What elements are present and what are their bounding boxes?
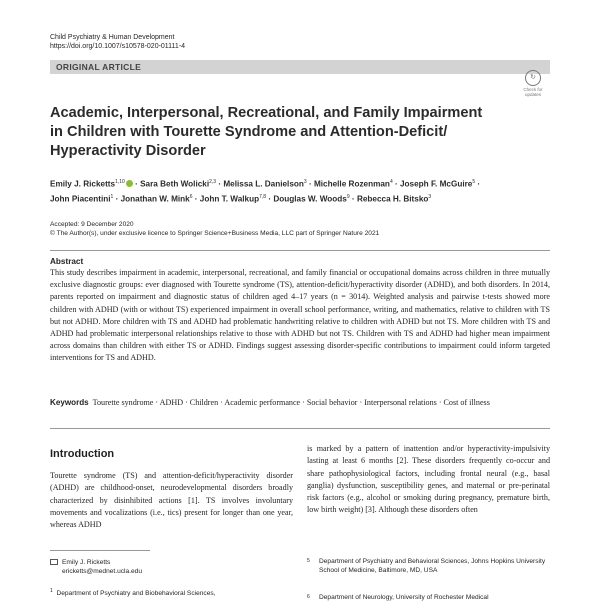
affiliation-text: Department of Psychiatry and Behavioral Sciences, Johns Hopkins University School of Medicine, Baltimore, MD, USA (319, 558, 546, 574)
affiliation-footnote (307, 557, 550, 575)
author-name[interactable]: John Piacentini (50, 194, 111, 204)
affiliation-text: Department of Neurology, University of Rochester Medical (319, 594, 489, 601)
spacer (307, 550, 550, 551)
author-name[interactable]: Sara Beth Wolicki (140, 179, 210, 189)
title-line: in Children with Tourette Syndrome and Attention-Deficit/ (50, 124, 448, 140)
check-updates-label: Check for updates (523, 87, 543, 97)
abstract-heading: Abstract (50, 257, 84, 266)
keywords-text: Tourette syndrome · ADHD · Children · Academic performance · Social behavior · Interpersonal relations · Cost of illness (92, 398, 490, 407)
article-type-label: ORIGINAL ARTICLE (56, 62, 142, 72)
journal-header (50, 33, 185, 51)
affiliation-text: Department of Psychiatry and Biobehavioral Sciences, (56, 590, 216, 598)
author-name[interactable]: Michelle Rozenman (313, 179, 390, 189)
author-name[interactable]: John T. Walkup (199, 194, 260, 204)
author-name[interactable]: Emily J. Ricketts (50, 179, 116, 189)
author-line: Emily J. Ricketts$^{1,10}$ · Sara Beth Wolicki$^{2,3}$ · Melissa L. Danielson$^3$ · Michelle Rozenman$^4$ · Joseph F. McGuire$^5$ · (50, 179, 481, 189)
accepted-date: Accepted: 9 December 2020 (50, 221, 134, 228)
title-line: Academic, Interpersonal, Recreational, and Family Impairment (50, 105, 483, 121)
divider (50, 428, 550, 429)
affiliation-marker: 3 (303, 179, 307, 185)
article-title (50, 104, 520, 161)
footnote-number: 1 (50, 588, 53, 594)
author-name[interactable]: Rebecca H. Bitsko (356, 194, 429, 204)
affiliation-marker: 6 (189, 193, 193, 200)
footnote-number: 6 (307, 594, 310, 600)
divider (50, 250, 550, 251)
abstract-text: This study describes impairment in academic, interpersonal, recreational, and family financial or occupational domains across children in three mutually exclusive diagnostic groups: ever diagnosed with Tourette syndrome (TS), attention-deficit/hyperactivity disorder (ADHD), and both disorders. In 2014, parents reported on impairment and diagnostic status of children aged 4–17 years (n = 3014). Weighted analysis and pairwise t-tests showed more children with ADHD (with or without TS) experienced impairment in overall school performance, writing, and mathematics, relative to children with TS but not ADHD. More children with TS and ADHD had problematic handwriting relative to children with ADHD but not TS. More children with TS and ADHD had problematic interpersonal relationships relative to those with ADHD but not TS. Children with TS and ADHD had higher mean impairment across domains than children with either TS or ADHD. Findings suggest assessing disorder-specific contributions to impairment could inform targeted interventions for TS and ADHD. (50, 268, 550, 363)
affiliation-marker: 1 (110, 193, 114, 200)
affiliation-marker: 3 (428, 193, 432, 200)
orcid-icon[interactable] (126, 180, 133, 187)
author-name[interactable]: Douglas W. Woods (273, 194, 347, 204)
keywords (50, 397, 550, 409)
affiliation-marker: 2,3 (209, 179, 217, 185)
affiliation-marker: 5 (472, 179, 476, 185)
introduction-heading: Introduction (50, 448, 115, 460)
copyright-line: © The Author(s), under exclusive licence to Springer Science+Business Media, LLC part of Springer Nature 2021 (50, 230, 380, 237)
affiliation-footnote (50, 587, 293, 598)
affiliation-footnote (307, 593, 550, 602)
affiliation-marker: 9 (346, 193, 350, 200)
affiliation-marker: 1,10 (115, 179, 125, 185)
author-name[interactable]: Jonathan W. Mink (120, 194, 190, 204)
check-for-updates-badge[interactable] (519, 70, 547, 100)
contact-email[interactable]: ericketts@mednet.ucla.edu (62, 568, 142, 575)
journal-name: Child Psychiatry & Human Development (50, 34, 175, 41)
corresponding-author (62, 558, 142, 576)
author-name[interactable]: Melissa L. Danielson (223, 179, 304, 189)
author-line: John Piacentini$^1$ · Jonathan W. Mink$^6$ · John T. Walkup$^{7,8}$ · Douglas W. Woods$^9$ · Rebecca H. Bitsko$^3$ (50, 193, 432, 204)
envelope-icon (50, 559, 58, 565)
affiliation-marker: 7,8 (259, 193, 267, 200)
refresh-icon: ↻ (525, 70, 541, 86)
doi-link[interactable]: https://doi.org/10.1007/s10578-020-01111-4 (50, 43, 186, 50)
footnote-number: 5 (307, 558, 310, 564)
title-line: Hyperactivity Disorder (50, 143, 206, 159)
footnote-divider (50, 550, 150, 551)
introduction-right-column: is marked by a pattern of inattention and/or hyperactivity-impulsivity lasting at least 6 months [2]. These disorders frequently co-occur and share pathophysiological factors, including frontal neural (e.g., basal ganglia) dysfunction, susceptibility genes, and maternal or pre-perinatal risk factors (e.g., alcohol or smoking during pregnancy, premature birth, low birth weight) [3]. Although these disorders often (307, 444, 550, 515)
introduction-left-column: Tourette syndrome (TS) and attention-deficit/hyperactivity disorder (ADHD) are childhood-onset, neurodevelopmental disorders broadly characterized by disinhibited actions [1]. TS involves involuntary movements and vocalizations (i.e., tics) present for longer than one year, whereas ADHD (50, 471, 293, 530)
publication-dates (50, 220, 379, 238)
affiliation-marker: 4 (389, 179, 393, 185)
author-list (50, 176, 550, 205)
keywords-label: Keywords (50, 398, 89, 407)
author-name[interactable]: Joseph F. McGuire (400, 179, 473, 189)
contact-name: Emily J. Ricketts (62, 559, 111, 566)
